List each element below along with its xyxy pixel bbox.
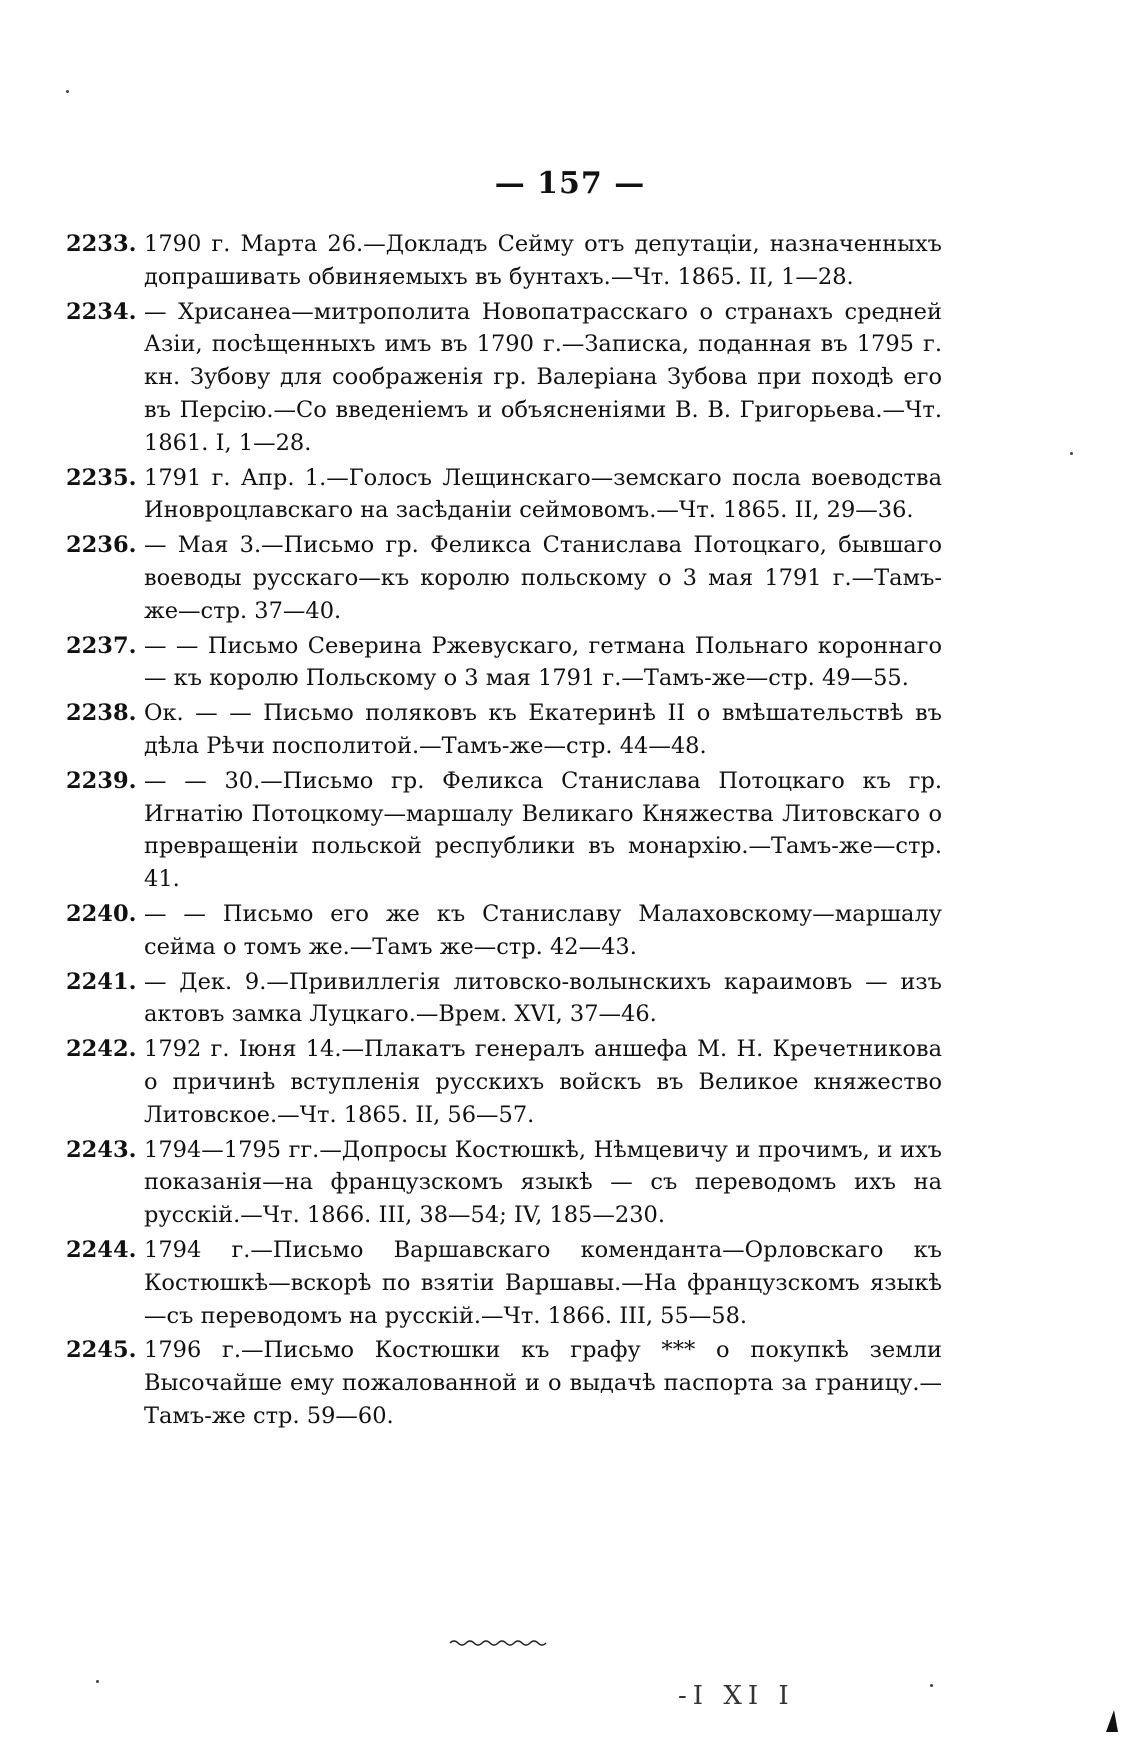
list-item	[66, 1033, 942, 1131]
page-number: — 157 —	[494, 166, 646, 201]
entry-text: — — Письмо его же къ Станиславу Малаховскому—маршалу сейма о томъ же.—Тамъ же—стр. 42—43.	[144, 900, 942, 960]
list-item	[66, 296, 942, 460]
footer-marks: -I XI I	[678, 1681, 795, 1711]
list-item	[66, 1134, 942, 1232]
entry-text: 1790 г. Марта 26.—Докладъ Сейму отъ депутаціи, назначенныхъ допрашивать обвиняемыхъ въ бунтахъ.—Чт. 1865. II, 1—28.	[144, 231, 942, 290]
scan-corner-mark-icon	[1106, 1710, 1118, 1732]
entry-text: — — 30.—Письмо гр. Феликса Станислава Потоцкаго къ гр. Игнатію Потоцкому—маршалу Великаго Княжества Литовскаго о превращеніи польской республики въ монархію.—Тамъ-же—стр. 41.	[144, 767, 942, 893]
entry-number: 2236.	[66, 532, 137, 559]
list-item	[66, 898, 942, 964]
entry-text: — Хрисанеа—митрополита Новопатрасскаго о странахъ средней Азіи, посѣщенныхъ имъ въ 1790 г.—Записка, поданная въ 1795 г. кн. Зубову для соображенія гр. Валеріана Зубова при походѣ его въ Персію.—Со введеніемъ и объясненіями В. В. Григорьева.—Чт. 1861. I, 1—28.	[144, 298, 942, 456]
list-item	[66, 1234, 942, 1332]
entry-number: 2234.	[66, 298, 137, 325]
entry-number: 2235.	[66, 464, 137, 491]
entry-number: 2237.	[66, 632, 137, 659]
list-item	[66, 1334, 942, 1432]
entry-number: 2239.	[66, 767, 137, 794]
list-item	[66, 765, 942, 896]
list-item	[66, 228, 942, 294]
list-item	[66, 966, 942, 1032]
entry-text: — — Письмо Северина Ржевускаго, гетмана Польнаго короннаго — къ королю Польскому о 3 мая 1791 г.—Тамъ-же—стр. 49—55.	[144, 632, 942, 692]
entry-text: 1794 г.—Письмо Варшавскаго коменданта—Орловскаго къ Костюшкѣ—вскорѣ по взятіи Варшавы.—На французскомъ языкѣ—съ переводомъ на русскій.—Чт. 1866. III, 55—58.	[144, 1236, 942, 1329]
entry-number: 2240.	[66, 900, 137, 927]
entry-text: 1792 г. Іюня 14.—Плакатъ генералъ аншефа М. Н. Кречетникова о причинѣ вступленія русскихъ войскъ въ Великое княжество Литовское.—Чт. 1865. II, 56—57.	[144, 1036, 942, 1128]
entry-number: 2244.	[66, 1236, 137, 1263]
stray-dot	[66, 90, 69, 93]
stray-dot	[1070, 452, 1073, 455]
list-item	[66, 529, 942, 627]
entry-number: 2233.	[66, 231, 137, 257]
list-item	[66, 462, 942, 528]
entry-text: — Мая 3.—Письмо гр. Феликса Станислава Потоцкаго, бывшаго воеводы русскаго—къ королю польскому о 3 мая 1791 г.—Тамъ-же—стр. 37—40.	[144, 532, 942, 624]
list-item	[66, 630, 942, 696]
entry-number: 2242.	[66, 1036, 137, 1063]
entry-number: 2241.	[66, 968, 137, 995]
entry-text: Ок. — — Письмо поляковъ къ Екатеринѣ II о вмѣшательствѣ въ дѣла Рѣчи посполитой.—Тамъ-же—стр. 44—48.	[144, 700, 942, 759]
entry-text: 1796 г.—Письмо Костюшки къ графу *** о покупкѣ земли Высочайше ему пожалованной и о выдачѣ паспорта за границу.—Тамъ-же стр. 59—60.	[144, 1337, 942, 1429]
stray-dot	[930, 1684, 933, 1687]
entry-number: 2243.	[66, 1136, 137, 1163]
wavy-rule-ornament-icon	[448, 1638, 548, 1648]
list-item	[66, 697, 942, 763]
entry-list	[66, 228, 942, 1435]
entry-text: 1794—1795 гг.—Допросы Костюшкѣ, Нѣмцевичу и прочимъ, и ихъ показанія—на французскомъ языкѣ — съ переводомъ ихъ на русскій.—Чт. 1866. III, 38—54; IV, 185—230.	[144, 1136, 942, 1229]
entry-number: 2245.	[66, 1337, 137, 1364]
entry-number: 2238.	[66, 700, 137, 727]
entry-text: — Дек. 9.—Привиллегія литовско-волынскихъ караимовъ — изъ актовъ замка Луцкаго.—Врем. XVI, 37—46.	[144, 968, 942, 1028]
stray-dot	[96, 1680, 99, 1683]
entry-text: 1791 г. Апр. 1.—Голосъ Лещинскаго—земскаго посла воеводства Иноврoцлавскаго на засѣданіи сеймовомъ.—Чт. 1865. II, 29—36.	[144, 464, 942, 524]
